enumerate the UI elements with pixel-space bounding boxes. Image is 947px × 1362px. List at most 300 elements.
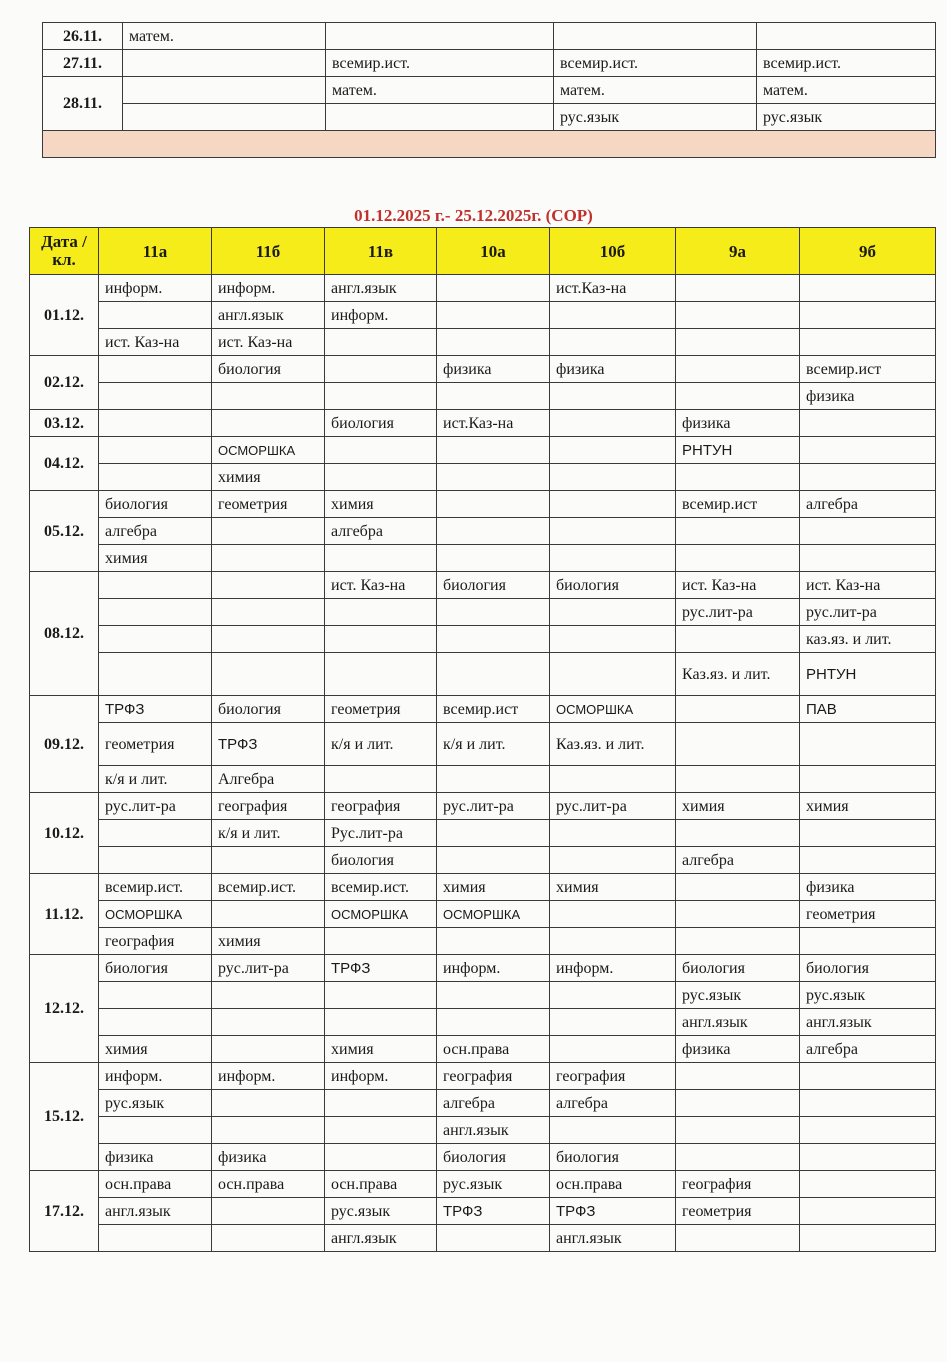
table-row [30,1171,936,1198]
subject-cell: алгебра [99,518,212,545]
subject-cell: осн.права [212,1171,325,1198]
subject-cell [325,626,437,653]
subject-cell: всемир.ист. [757,50,936,77]
subject-cell [437,329,550,356]
subject-cell: к/я и лит. [325,723,437,766]
table-row [30,982,936,1009]
subject-cell [99,847,212,874]
subject-cell [676,275,800,302]
subject-cell [212,847,325,874]
table-row [30,847,936,874]
subject-cell [123,50,326,77]
date-cell: 03.12. [30,410,99,437]
subject-cell [99,820,212,847]
subject-cell [800,766,936,793]
subject-cell: информ. [212,275,325,302]
table-row [30,820,936,847]
subject-cell: география [325,793,437,820]
subject-cell [437,626,550,653]
date-cell: 10.12. [30,793,99,874]
subject-cell: рус.лит-ра [437,793,550,820]
subject-cell [550,491,676,518]
subject-cell [212,545,325,572]
table-row [43,50,936,77]
subject-cell: география [99,928,212,955]
empty-cell [43,131,123,158]
subject-cell [325,1144,437,1171]
table-row [30,1198,936,1225]
subject-cell [99,572,212,599]
subject-cell: химия [212,928,325,955]
table-row [30,599,936,626]
subject-cell [212,1225,325,1252]
subject-cell: алгебра [325,518,437,545]
subject-cell [212,518,325,545]
table-row [30,545,936,572]
table-row [30,464,936,491]
subject-cell: рус.лит-ра [676,599,800,626]
subject-cell [800,437,936,464]
subject-cell: алгебра [550,1090,676,1117]
subject-cell [800,1171,936,1198]
column-header-date: Дата /кл. [30,228,99,275]
subject-cell [676,1063,800,1090]
date-cell: 17.12. [30,1171,99,1252]
subject-cell: всемир.ист [676,491,800,518]
date-cell: 28.11. [43,77,123,131]
subject-cell: к/я и лит. [99,766,212,793]
subject-cell [437,766,550,793]
table-row [30,955,936,982]
date-cell: 05.12. [30,491,99,572]
subject-cell: рус.лит-ра [550,793,676,820]
table-row [30,1036,936,1063]
subject-cell [800,723,936,766]
subject-cell: алгебра [437,1090,550,1117]
subject-cell [550,820,676,847]
subject-cell [212,383,325,410]
table-row [30,723,936,766]
subject-cell [676,723,800,766]
subject-cell [437,383,550,410]
subject-cell: к/я и лит. [437,723,550,766]
subject-cell [800,545,936,572]
subject-cell [550,410,676,437]
subject-cell: рус.язык [757,104,936,131]
table-row [30,356,936,383]
table-row [30,383,936,410]
date-cell: 04.12. [30,437,99,491]
date-cell: 15.12. [30,1063,99,1171]
subject-cell: физика [800,383,936,410]
subject-cell [800,1090,936,1117]
subject-cell [550,518,676,545]
subject-cell: рус.язык [325,1198,437,1225]
subject-cell: химия [550,874,676,901]
subject-cell: информ. [99,275,212,302]
subject-cell: биология [325,847,437,874]
subject-cell [325,464,437,491]
table-row [30,626,936,653]
subject-cell [550,464,676,491]
subject-cell: алгебра [800,1036,936,1063]
subject-cell [800,464,936,491]
subject-cell: биология [437,572,550,599]
subject-cell [437,928,550,955]
column-header-class: 11в [325,228,437,275]
subject-cell [676,329,800,356]
subject-cell [676,766,800,793]
subject-cell: химия [437,874,550,901]
table-row [30,928,936,955]
subject-cell [800,275,936,302]
previous-schedule-table [42,22,936,158]
subject-cell: география [676,1171,800,1198]
subject-cell [99,356,212,383]
subject-cell [99,599,212,626]
subject-cell [800,1198,936,1225]
subject-cell: всемир.ист. [99,874,212,901]
subject-cell [99,982,212,1009]
subject-cell: физика [212,1144,325,1171]
table-row [30,1144,936,1171]
subject-cell: матем. [123,23,326,50]
subject-cell: рус.язык [800,982,936,1009]
table-row [30,437,936,464]
subject-cell: геометрия [212,491,325,518]
subject-cell: рус.лит-ра [212,955,325,982]
subject-cell [325,437,437,464]
subject-cell [325,766,437,793]
subject-cell [550,1009,676,1036]
subject-cell [325,1117,437,1144]
subject-cell [325,329,437,356]
empty-cell [123,131,326,158]
subject-cell [550,302,676,329]
subject-cell [800,820,936,847]
subject-cell [676,901,800,928]
subject-cell [99,626,212,653]
subject-cell: химия [99,545,212,572]
subject-cell [325,383,437,410]
column-header-class: 11б [212,228,325,275]
subject-cell: осн.права [550,1171,676,1198]
subject-cell [437,1225,550,1252]
subject-cell: география [212,793,325,820]
subject-cell [550,901,676,928]
column-header-class: 11а [99,228,212,275]
subject-cell: рус.лит-ра [99,793,212,820]
subject-cell: ТРФЗ [437,1198,550,1225]
subject-cell: физика [550,356,676,383]
table-row [30,874,936,901]
table-row [30,766,936,793]
column-header-class: 10б [550,228,676,275]
header-row [30,228,936,275]
table-row [30,410,936,437]
subject-cell [212,1036,325,1063]
subject-cell: биология [550,1144,676,1171]
subject-cell [676,1144,800,1171]
subject-cell: ОСМОРШКА [99,901,212,928]
subject-cell: геометрия [676,1198,800,1225]
subject-cell: ист. Каз-на [99,329,212,356]
subject-cell [99,1009,212,1036]
subject-cell [800,1144,936,1171]
subject-cell [550,982,676,1009]
date-cell: 26.11. [43,23,123,50]
subject-cell [676,545,800,572]
subject-cell: осн.права [437,1036,550,1063]
subject-cell [212,1009,325,1036]
column-header-class: 10а [437,228,550,275]
subject-cell: информ. [550,955,676,982]
subject-cell [550,653,676,696]
subject-cell [550,329,676,356]
subject-cell [676,464,800,491]
subject-cell: ОСМОРШКА [325,901,437,928]
subject-cell: химия [325,1036,437,1063]
subject-cell [99,410,212,437]
date-cell: 08.12. [30,572,99,696]
subject-cell: физика [676,1036,800,1063]
subject-cell [800,1225,936,1252]
subject-cell [437,653,550,696]
subject-cell: биология [99,491,212,518]
subject-cell: к/я и лит. [212,820,325,847]
date-cell: 12.12. [30,955,99,1063]
subject-cell: матем. [757,77,936,104]
subject-cell: информ. [325,1063,437,1090]
subject-cell [212,626,325,653]
subject-cell: англ.язык [325,275,437,302]
subject-cell [325,356,437,383]
subject-cell: англ.язык [325,1225,437,1252]
subject-cell [550,383,676,410]
subject-cell [437,302,550,329]
subject-cell: всемир.ист [800,356,936,383]
subject-cell: информ. [212,1063,325,1090]
subject-cell: физика [99,1144,212,1171]
subject-cell: география [550,1063,676,1090]
table-row [30,1117,936,1144]
subject-cell [676,518,800,545]
subject-cell [757,23,936,50]
subject-cell [437,820,550,847]
subject-cell [676,356,800,383]
table-row [30,901,936,928]
subject-cell [676,383,800,410]
subject-cell [437,437,550,464]
subject-cell [437,275,550,302]
subject-cell: всемир.ист. [326,50,554,77]
subject-cell: информ. [99,1063,212,1090]
subject-cell [99,1225,212,1252]
subject-cell [550,599,676,626]
subject-cell: физика [676,410,800,437]
subject-cell [325,982,437,1009]
subject-cell: ист.Каз-на [550,275,676,302]
subject-cell: биология [800,955,936,982]
subject-cell: осн.права [325,1171,437,1198]
subject-cell [800,410,936,437]
subject-cell: всемир.ист [437,696,550,723]
subject-cell [212,599,325,626]
subject-cell: биология [550,572,676,599]
subject-cell [326,104,554,131]
subject-cell: рус.язык [99,1090,212,1117]
subject-cell [800,1117,936,1144]
subject-cell [212,653,325,696]
table-row [30,275,936,302]
subject-cell: ист.Каз-на [437,410,550,437]
subject-cell: ист. Каз-на [325,572,437,599]
subject-cell: рус.язык [676,982,800,1009]
subject-cell: ТРФЗ [99,696,212,723]
subject-cell [212,982,325,1009]
date-cell: 11.12. [30,874,99,955]
subject-cell: осн.права [99,1171,212,1198]
subject-cell [554,23,757,50]
subject-cell: ОСМОРШКА [212,437,325,464]
subject-cell: геометрия [325,696,437,723]
subject-cell [437,1009,550,1036]
subject-cell [800,302,936,329]
subject-cell: физика [800,874,936,901]
subject-cell: рус.язык [437,1171,550,1198]
subject-cell [550,545,676,572]
subject-cell [800,1063,936,1090]
table-row [43,131,936,158]
subject-cell [676,1225,800,1252]
table-row [30,1009,936,1036]
date-cell: 09.12. [30,696,99,793]
subject-cell: Рус.лит-ра [325,820,437,847]
subject-cell [99,302,212,329]
subject-cell: всемир.ист. [325,874,437,901]
subject-cell: рус.язык [554,104,757,131]
table-row [30,1225,936,1252]
subject-cell [676,626,800,653]
subject-cell: физика [437,356,550,383]
subject-cell: химия [800,793,936,820]
subject-cell: биология [325,410,437,437]
empty-cell [757,131,936,158]
subject-cell [437,599,550,626]
subject-cell [800,928,936,955]
subject-cell [99,437,212,464]
subject-cell [325,1009,437,1036]
date-cell: 27.11. [43,50,123,77]
table-row [30,793,936,820]
table-row [30,1063,936,1090]
subject-cell: химия [325,491,437,518]
subject-cell [212,1198,325,1225]
subject-cell [437,464,550,491]
subject-cell [99,653,212,696]
subject-cell: англ.язык [99,1198,212,1225]
subject-cell [123,104,326,131]
table-row [30,491,936,518]
subject-cell: Алгебра [212,766,325,793]
subject-cell [325,1090,437,1117]
table-row [30,302,936,329]
table-row [30,518,936,545]
subject-cell: география [437,1063,550,1090]
subject-cell [212,410,325,437]
subject-cell: ист. Каз-на [800,572,936,599]
table-row [43,23,936,50]
subject-cell [99,464,212,491]
subject-cell: информ. [325,302,437,329]
empty-cell [326,131,554,158]
subject-cell: ТРФЗ [325,955,437,982]
schedule-table [29,227,936,1252]
subject-cell: англ.язык [676,1009,800,1036]
subject-cell: ТРФЗ [550,1198,676,1225]
subject-cell [325,653,437,696]
subject-cell: рус.лит-ра [800,599,936,626]
subject-cell [123,77,326,104]
subject-cell: геометрия [99,723,212,766]
subject-cell: алгебра [800,491,936,518]
subject-cell: ОСМОРШКА [550,696,676,723]
subject-cell: ист. Каз-на [676,572,800,599]
subject-cell [550,437,676,464]
column-header-class: 9б [800,228,936,275]
subject-cell: биология [676,955,800,982]
subject-cell: всемир.ист. [554,50,757,77]
subject-cell [676,928,800,955]
table-row [43,104,936,131]
table-row [30,1090,936,1117]
subject-cell [676,302,800,329]
subject-cell: геометрия [800,901,936,928]
table-row [30,696,936,723]
subject-cell: англ.язык [800,1009,936,1036]
subject-cell: ТРФЗ [212,723,325,766]
subject-cell [325,928,437,955]
subject-cell: алгебра [676,847,800,874]
subject-cell: Каз.яз. и лит. [550,723,676,766]
empty-cell [554,131,757,158]
subject-cell [800,518,936,545]
subject-cell [212,572,325,599]
subject-cell: всемир.ист. [212,874,325,901]
column-header-class: 9а [676,228,800,275]
subject-cell: каз.яз. и лит. [800,626,936,653]
subject-cell: химия [212,464,325,491]
subject-cell: ПАВ [800,696,936,723]
subject-cell [676,1090,800,1117]
subject-cell: биология [212,356,325,383]
date-cell: 02.12. [30,356,99,410]
subject-cell [550,1036,676,1063]
subject-cell [550,847,676,874]
subject-cell [99,1117,212,1144]
subject-cell: англ.язык [550,1225,676,1252]
subject-cell [550,766,676,793]
subject-cell [325,599,437,626]
subject-cell: РНТУН [800,653,936,696]
subject-cell [550,626,676,653]
subject-cell: Каз.яз. и лит. [676,653,800,696]
subject-cell: ОСМОРШКА [437,901,550,928]
table-row [43,77,936,104]
subject-cell: биология [437,1144,550,1171]
subject-cell: матем. [554,77,757,104]
subject-cell [676,1117,800,1144]
